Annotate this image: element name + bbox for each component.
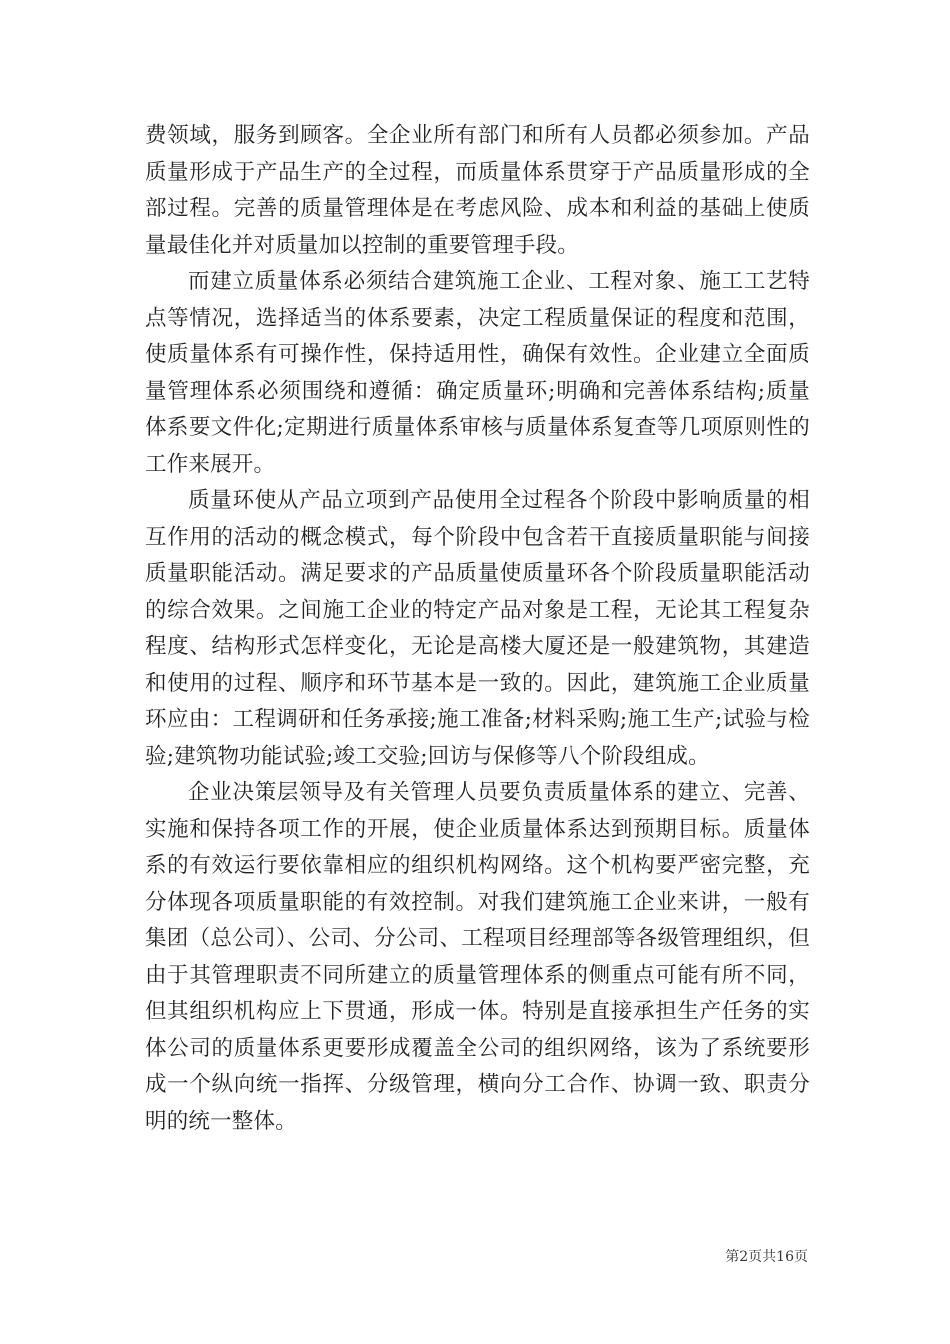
paragraph-2: 而建立质量体系必须结合建筑施工企业、工程对象、施工工艺特点等情况，选择适当的体系要素，决定工程质量保证的程度和范围，使质量体系有可操作性，保持适用性，确保有效性。企业建立全面质量管理体系必须围绕和遵循：确定质量环;明确和完善体系结构;质量体系要文件化;定期进行质量体系审核与质量体系复查等几项原则性的工作来展开。 bbox=[145, 269, 810, 477]
page-number: 第2页共16页 bbox=[725, 1249, 808, 1265]
paragraph-1: 费领域，服务到顾客。全企业所有部门和所有人员都必须参加。产品质量形成于产品生产的全过程，而质量体系贯穿于产品质量形成的全部过程。完善的质量管理体是在考虑风险、成本和利益的基础上使质量最佳化并对质量加以控制的重要管理手段。 bbox=[145, 123, 810, 258]
paragraph-3: 质量环使从产品立项到产品使用全过程各个阶段中影响质量的相互作用的活动的概念模式，每个阶段中包含若干直接质量职能与间接质量职能活动。满足要求的产品质量使质量环各个阶段质量职能活动的综合效果。之间施工企业的特定产品对象是工程，无论其工程复杂程度、结构形式怎样变化，无论是高楼大厦还是一般建筑物，其建造和使用的过程、顺序和环节基本是一致的。因此，建筑施工企业质量环应由：工程调研和任务承接;施工准备;材料采购;施工生产;试验与检验;建筑物功能试验;竣工交验;回访与保修等八个阶段组成。 bbox=[145, 488, 810, 769]
paragraph-4: 企业决策层领导及有关管理人员要负责质量体系的建立、完善、实施和保持各项工作的开展，使企业质量体系达到预期目标。质量体系的有效运行要依靠相应的组织机构网络。这个机构要严密完整，充分体现各项质量职能的有效控制。对我们建筑施工企业来讲，一般有集团（总公司）、公司、分公司、工程项目经理部等各级管理组织，但由于其管理职责不同所建立的质量管理体系的侧重点可能有所不同，但其组织机构应上下贯通，形成一体。特别是直接承担生产任务的实体公司的质量体系更要形成覆盖全公司的组织网络，该为了系统要形成一个纵向统一指挥、分级管理，横向分工合作、协调一致、职责分明的统一整体。 bbox=[145, 780, 810, 1134]
document-body bbox=[145, 118, 810, 1140]
